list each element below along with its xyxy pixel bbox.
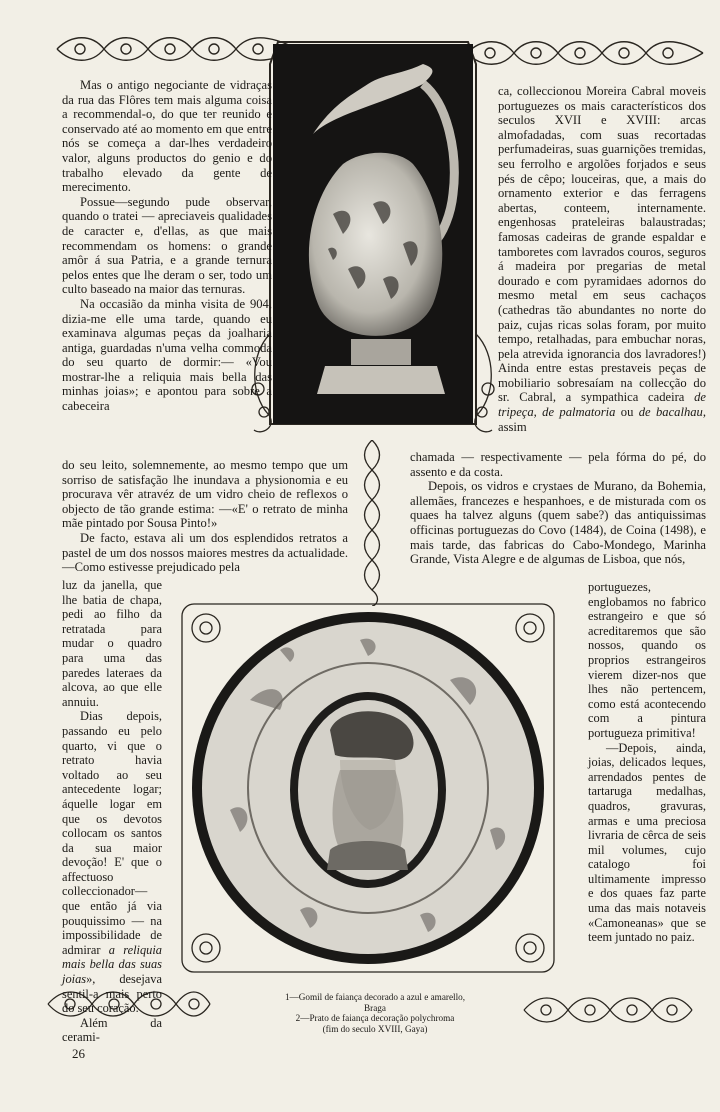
paragraph: Possue—segundo pude observar, quando o tratei — apreciaveis qualidades de caracter e, d'ellas, as que mais recommendam os homens: o grande amôr á sua Patria, e a grande ternura pelos entes que lhe deram o ser, todo um culto baseado na maior das ternuras. — [62, 194, 272, 297]
paragraph-text: », desejava sentil-a mais perto do seu coração. — [62, 972, 162, 1016]
left-column-top — [62, 78, 272, 414]
paragraph: Depois, os vidros e crystaes de Murano, da Bohemia, allemães, francezes e hespanhoes, e de misturada com os quaes ha talvez alguns (quem sabe?) das antiquissimas officinas portuguezas do Covo (1484), de Coina (1498), e mais tarde, das fabricas do Cabo-Mondego, Marinha Grande, Vista Alegre e de algumas de Lisboa, que nós, — [410, 479, 706, 567]
vertical-ornament-chain — [362, 440, 382, 606]
paragraph: chamada — respectivamente — pela fórma do pé, do assento e da costa. — [410, 450, 706, 479]
paragraph: Mas o antigo negociante de vidraças da rua das Flôres tem mais alguma coisa a recommendal-o, do que ter reunido e conservado até ao momento em que entre nós se começa a dar-lhes verdadeiro valor, alguns productos do genio e do trabalho elevado da gente de merecimento. — [62, 78, 272, 195]
paragraph — [498, 84, 706, 434]
right-column-wide — [410, 450, 706, 567]
paragraph: —Depois, ainda, joias, delicados leques, arrendados pentes de tartaruga medalhas, quadros, gravuras, armas e uma preciosa livraria de cêrca de seis mil volumes, cujo catalogo foi ultimamente impresso e dos quaes faz parte uma das mais notaveis «Camoneanas» que se teem juntado no paiz. — [588, 740, 706, 945]
left-column-narrow — [62, 578, 162, 1045]
faience-plate-photo — [190, 610, 546, 966]
right-column-narrow — [588, 580, 706, 945]
italic-phrase: de tripeça, de palmatoria — [498, 390, 706, 420]
caption-line: Braga — [364, 1002, 386, 1013]
caption-line: 2—Prato de faiança decoração polychroma — [295, 1013, 455, 1024]
top-right-ornament-border — [462, 36, 708, 70]
plate-illustration — [190, 610, 546, 966]
paragraph-text: , assim — [498, 405, 707, 434]
paragraph: De facto, estava ali um dos esplendidos retratos a pastel de um dos nossos maiores mestres da actualidade.—Como estivesse prejudicado pela — [62, 530, 348, 575]
left-column-wide — [62, 458, 348, 575]
caption-line: (fim do seculo XVIII, Gaya) — [322, 1023, 428, 1034]
paragraph-text: ca, colleccionou Moreira Cabral moveis portuguezes os mais característicos dos seculos XVII e XVIII: arcas almofadadas, com suas recortadas perfumadeiras, suas guarnições tremidas, seu ferrolho e argolões forjados e seus pés de cêpo; louceiras, que, a mais do ornamento exterior e das ferragens abertas, conteem, internamente. engenhosas prateleiras balaustradas; famosas cadeiras de grande espaldar e tamboretes com lavrados couros, seguros á madeira por pregarias de metal dourado e com pyramidaes adornos do mesmo metal em seus cachaços (cathedras tão abundantes no norte do paiz, cujas ricas solas foram, por muito tempo, retalhadas, para embuchar noras, pela atrevida ignorancia dos lavradores!) Ainda entre estas prestaveis peças de mobiliario sobresaíam na collecção do sr. Cabral, a sympathica cadeira — [498, 84, 706, 405]
faience-jug-photo — [273, 44, 473, 424]
figure-captions — [230, 992, 520, 1034]
paragraph: portuguezes, englobamos no fabrico estrangeiro e que só acreditaremos que são nossos, quando os proprios estrangeiros vierem dizer-nos que lhes não pertencem, como está acontecendo com a pintura portugueza primitiva! — [588, 580, 706, 740]
paragraph-text: Dias depois, passando eu pelo quarto, vi que o retrato havia voltado ao seu antecedente logar; áquelle logar em que os devotos collocam os santos da sua maior devoção! E' que o affectuoso colleccionador— que então já via pouquissimo — na impossibilidade de admirar — [62, 709, 162, 957]
paragraph: do seu leito, solemnemente, ao mesmo tempo que um sorriso de satisfação lhe inundava a physionomia e eu procurava vêr atravéz de um vidro cheio de reflexos o objecto de tão grande estima: —«E' o retrato de minha mãe pintado por Sousa Pinto!» — [62, 458, 348, 531]
italic-phrase: a reliquia mais bella das suas joias — [62, 942, 162, 987]
paragraph-text: ou — [615, 405, 639, 420]
bottom-right-ornament-border — [520, 990, 696, 1030]
caption-line: 1—Gomil de faiança decorado a azul e amarello, — [284, 992, 466, 1002]
paragraph: luz da janella, que lhe batia de chapa, pedi ao filho da retratada para mudar o quadro para uma das paredes lateraes da alcova, ao que elle annuiu. — [62, 578, 162, 709]
italic-phrase: de bacalhau — [638, 405, 703, 420]
paragraph: Além da cerami- — [62, 1015, 162, 1045]
paragraph: Na occasião da minha visita de 904, dizia-me elle uma tarde, quando eu examinava algumas peças da joalharia antiga, guardadas n'uma velha commoda do seu quarto de dormir:— «Vou mostrar-lhe a reliquia mais bella das minhas joias»; e apontou para sobre a cabeceira — [62, 296, 272, 414]
jug-illustration — [273, 44, 473, 424]
page-number: 26 — [72, 1046, 85, 1061]
paragraph — [62, 709, 162, 1015]
right-column-top — [498, 84, 706, 434]
